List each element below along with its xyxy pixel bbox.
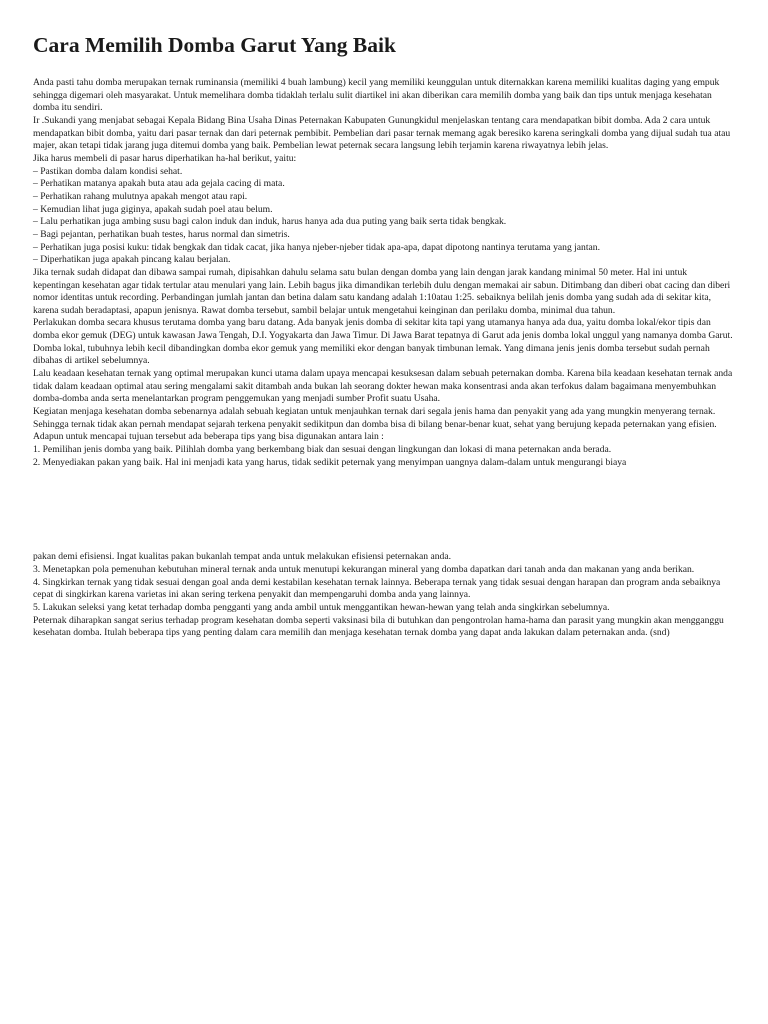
article-body-bottom	[33, 551, 735, 640]
paragraph: Perlakukan domba secara khusus terutama domba yang baru datang. Ada banyak jenis domba di sekitar kita tapi yang utamanya hanya ada dua, yaitu domba lokal/ekor tipis dan domba ekor gemuk (DEG) untuk kawasan Jawa Tengah, D.I. Yogyakarta dan Jawa Timur. Di Jawa Barat tepatnya di Garut ada jenis domba lokal unggul yang namanya domba Garut. Domba lokal, tubuhnya lebih kecil dibandingkan domba ekor gemuk yang memiliki ekor dengan banyak timbunan lemak. Yang dimana jenis jenis domba tersebut sudah pernah dibahas di artikel sebelumnya.	[33, 317, 733, 367]
paragraph: Jika ternak sudah didapat dan dibawa sampai rumah, dipisahkan dahulu selama satu bulan dengan domba yang lain dengan jarak kandang minimal 50 meter. Hal ini untuk kepentingan kesehatan agar tidak tertular atau menulari yang lain. Lebih bagus jika dimandikan terlebih dulu dengan memakai air sabun. Ditimbang dan diberi obat cacing dan diberi nomor identitas untuk recording. Perbandingan jumlah jantan dan betina dalam satu kandang adalah 1:10atau 1:25. sebaiknya belilah jenis domba yang sudah ada di sekitar kita, karena sudah beradaptasi, apapun jenisnya. Rawat domba tersebut, sambil belajar untuk mengetahui keinginan dan perilaku domba, minimal dua tahun.	[33, 266, 731, 316]
article	[33, 30, 735, 640]
paragraph: pakan demi efisiensi. Ingat kualitas pakan bukanlah tempat anda untuk melakukan efisiensi peternakan anda.	[33, 551, 451, 563]
article-body	[33, 77, 735, 640]
paragraph: Anda pasti tahu domba merupakan ternak ruminansia (memiliki 4 buah lambung) kecil yang memiliki keunggulan untuk diternakkan karena memiliki kualitas daging yang empuk sehingga digemari oleh masyarakat. Untuk memelihara domba tidaklah terlalu sulit diartikel ini akan diberikan cara memilih domba yang baik dan tips untuk menjaga kesehatan domba itu sendiri.	[33, 77, 720, 114]
list-item: – Lalu perhatikan juga ambing susu bagi calon induk dan induk, harus hanya ada dua puting yang baik serta tidak bengkak.	[33, 216, 507, 228]
article-title: Cara Memilih Domba Garut Yang Baik	[33, 33, 396, 57]
tip-item: 5. Lakukan seleksi yang ketat terhadap domba pengganti yang anda ambil untuk menggantikan hewan-hewan yang telah anda singkirkan sebelumnya.	[33, 601, 610, 613]
paragraph: Adapun untuk mencapai tujuan tersebut ada beberapa tips yang bisa digunakan antara lain :	[33, 431, 384, 443]
list-item: – Kemudian lihat juga giginya, apakah sudah poel atau belum.	[33, 203, 273, 215]
list-item: – Bagi pejantan, perhatikan buah testes, harus normal dan simetris.	[33, 228, 290, 240]
paragraph: Lalu keadaan kesehatan ternak yang optimal merupakan kunci utama dalam upaya mencapai kesuksesan dalam sebuah peternakan domba. Karena bila keadaan kesehatan ternak anda tidak dalam keadaan optimal atau sering mengalami sakit ditambah anda bukan lah seorang dokter hewan maka konsentrasi anda akan terfokus dalam bagaimana menyembuhkan domba-domba anda serta menelantarkan program penggemukan yang menjadi sumber Profit suatu Usaha.	[33, 368, 733, 405]
blank-gap	[33, 469, 735, 551]
tip-item: 1. Pemilihan jenis domba yang baik. Pilihlah domba yang berkembang biak dan sesuai dengan lingkungan dan lokasi di mana peternakan anda berada.	[33, 444, 612, 456]
tip-item: 2. Menyediakan pakan yang baik. Hal ini menjadi kata yang harus, tidak sedikit peternak yang menyimpan uangnya dalam-dalam untuk mengurangi biaya	[33, 456, 627, 468]
paragraph: Peternak diharapkan sangat serius terhadap program kesehatan domba seperti vaksinasi bila di butuhkan dan pengontrolan hama-hama dan parasit yang mungkin akan mengganggu kesehatan domba. Itulah beberapa tips yang penting dalam cara memilih dan menjaga kesehatan ternak domba yang dapat anda lakukan dalam peternakan anda. (snd)	[33, 614, 724, 639]
article-body-top	[33, 77, 735, 469]
paragraph: Kegiatan menjaga kesehatan domba sebenarnya adalah sebuah kegiatan untuk menjauhkan ternak dari segala jenis hama dan penyakit yang ada yang mungkin menyerang ternak. Sehingga ternak tidak akan pernah mendapat sejarah terkena penyakit sedikitpun dan domba bisa di bilang benar-benar kuat, sehat yang berujung kepada peternakan yang efisien.	[33, 406, 717, 430]
list-item: – Diperhatikan juga apakah pincang kalau berjalan.	[33, 254, 231, 266]
paragraph: Jika harus membeli di pasar harus diperhatikan ha-hal berikut, yaitu:	[33, 152, 297, 164]
list-item: – Perhatikan matanya apakah buta atau ada gejala cacing di mata.	[33, 178, 285, 190]
tip-item: 4. Singkirkan ternak yang tidak sesuai dengan goal anda demi kestabilan kesehatan ternak lainnya. Beberapa ternak yang tidak sesuai dengan harapan dan program anda sebaiknya cepat di singkirkan karena varietas ini akan sering terkena penyakit dan mempengaruhi domba anda yang lainnya.	[33, 576, 721, 601]
list-item: – Pastikan domba dalam kondisi sehat.	[33, 165, 183, 177]
list-item: – Perhatikan juga posisi kuku: tidak bengkak dan tidak cacat, jika hanya njeber-njeber tidak apa-apa, dapat dipotong nantinya terutama yang jantan.	[33, 241, 600, 253]
list-item: – Perhatikan rahang mulutnya apakah mengot atau rapi.	[33, 190, 248, 202]
tip-item: 3. Menetapkan pola pemenuhan kebutuhan mineral ternak anda untuk menutupi kekurangan mineral yang domba dapatkan dari tanah anda dan makanan yang anda berikan.	[33, 564, 695, 575]
paragraph: Ir .Sukandi yang menjabat sebagai Kepala Bidang Bina Usaha Dinas Peternakan Kabupaten Gunungkidul menjelaskan tentang cara mendapatkan bibit domba. Ada 2 cara untuk mendapatkan bibit domba, yaitu dari pasar ternak dan dari peternak pembibit. Pembelian dari pasar ternak memang agak beresiko karena seringkali domba yang dijual sudah tua atau majer, akan tetapi tidak jarang juga ditemui domba yang baik. Pembelian lewat peternak secara langsung lebih terjamin karena riwayatnya lebih jelas.	[33, 114, 731, 152]
